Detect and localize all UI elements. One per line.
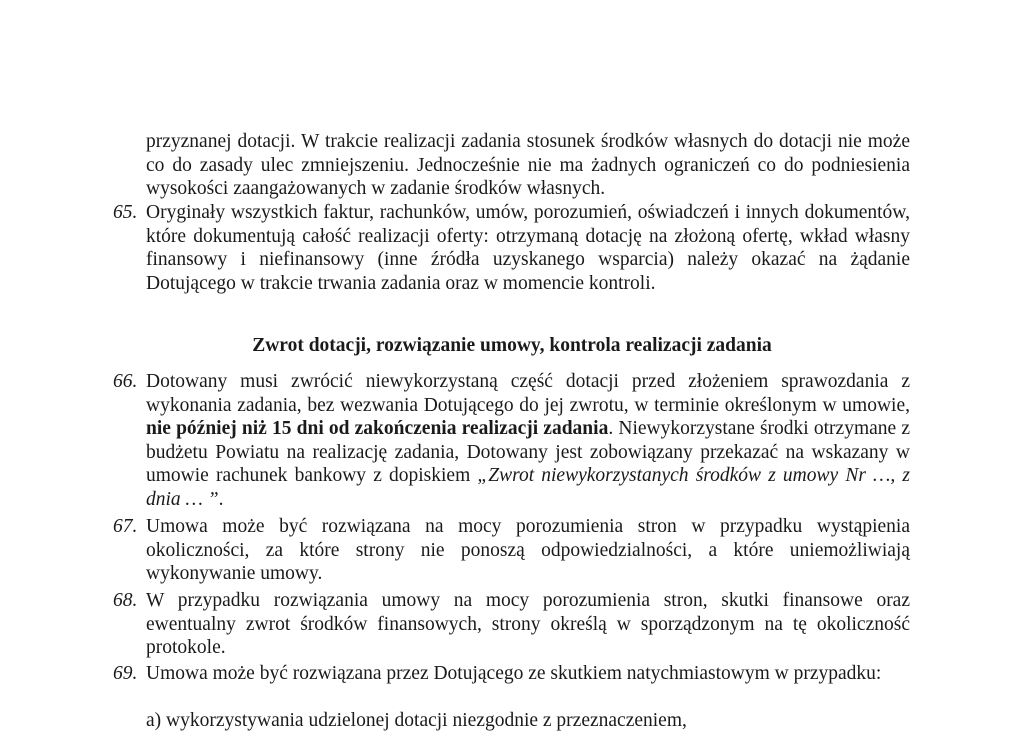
list-item-65: [113, 201, 910, 295]
item-number: 66.: [113, 371, 138, 392]
list-item-69: [113, 662, 910, 686]
section-heading: Zwrot dotacji, rozwiązanie umowy, kontrola realizacji zadania: [252, 335, 772, 356]
list-item-68: [113, 589, 910, 660]
item-text-part: .: [218, 488, 224, 510]
list-item-66: [113, 370, 910, 511]
item-number: 67.: [113, 516, 138, 537]
item-number: 65.: [113, 202, 138, 223]
item-text: [146, 370, 910, 511]
list-item-67: [113, 515, 910, 586]
continued-paragraph: przyznanej dotacji. W trakcie realizacji zadania stosunek środków własnych do dotacji nie może co do zasady ulec zmniejszeniu. Jednocześnie nie ma żadnych ograniczeń co do podniesienia wysokości zaangażowanych w zadanie środków własnych.: [146, 131, 910, 199]
transfer-note-italic: „Zwrot niewykorzystanych środków z umowy Nr …, z dnia … ”: [146, 465, 910, 510]
item-text: Oryginały wszystkich faktur, rachunków, umów, porozumień, oświadczeń i innych dokumentów, które dokumentują całość realizacji oferty: otrzymaną dotację na złożoną ofertę, wkład własny finansowy i niefinansowy (inne źródła uzyskanego wsparcia) należy okazać na żądanie Dotującego w trakcie trwania zadania oraz w momencie kontroli.: [146, 202, 910, 294]
deadline-emphasis: nie później niż 15 dni od zakończenia realizacji zadania: [146, 418, 609, 439]
item-text-part: Dotowany musi zwrócić niewykorzystaną część dotacji przed złożeniem sprawozdania z wykonania zadania, bez wezwania Dotującego do jej zwrotu, w terminie określonym w umowie,: [146, 371, 910, 416]
item-number: 69.: [113, 663, 138, 684]
item-text: Umowa może być rozwiązana na mocy porozumienia stron w przypadku wystąpienia okoliczności, za które strony nie ponoszą odpowiedzialności, a które uniemożliwiają wykonywanie umowy.: [146, 516, 910, 584]
item-text: W przypadku rozwiązania umowy na mocy porozumienia stron, skutki finansowe oraz ewentualny zwrot środków finansowych, strony określą w sporządzonym na tę okoliczność protokole.: [146, 590, 910, 658]
item-text-part: . Niewykorzystane środki otrzymane z budżetu Powiatu na realizację zadania, Dotowany jest zobowiązany przekazać na wskazany w umowie rachunek bankowy z dopiskiem: [146, 418, 910, 486]
item-text: Umowa może być rozwiązana przez Dotującego ze skutkiem natychmiastowym w przypadku:: [146, 663, 882, 684]
sub-item-a: a) wykorzystywania udzielonej dotacji niezgodnie z przeznaczeniem,: [146, 710, 687, 731]
item-number: 68.: [113, 590, 138, 611]
